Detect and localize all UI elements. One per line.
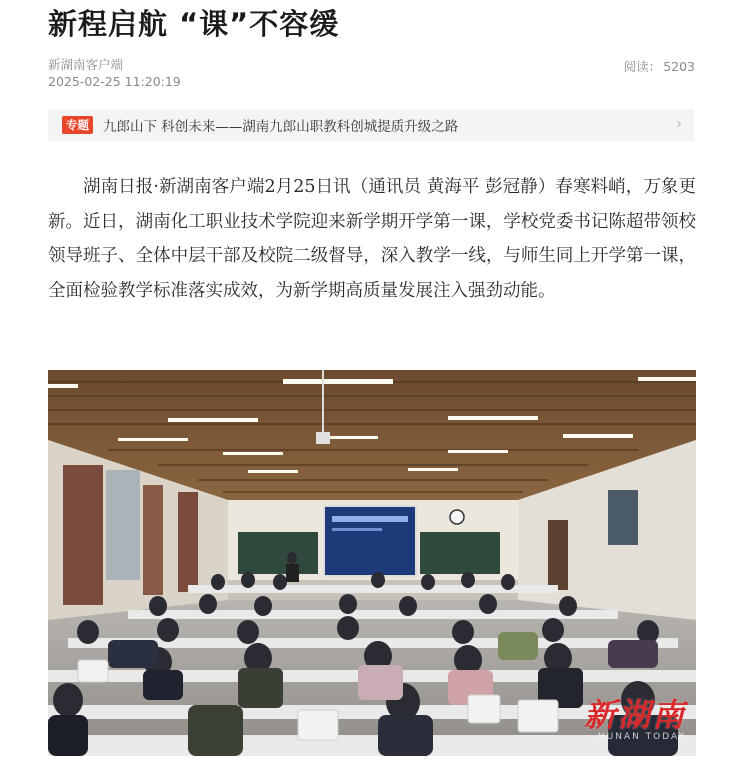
article-timestamp: 2025-02-25 11:20:19 [48,74,181,89]
topic-banner[interactable] [48,109,694,141]
chevron-right-icon: › [676,116,682,132]
read-count-label: 阅读： [623,59,662,74]
read-count-value: 5203 [663,59,695,74]
topic-tag-badge: 专题 [62,116,93,134]
watermark-logo-text: 新湖南 [583,696,686,734]
article-source[interactable]: 新湖南客户端 [48,57,124,72]
article-photo [48,370,696,756]
article-title: 新程启航 “课”不容缓 [48,7,340,41]
watermark-subtitle: HUNAN TODAY [597,732,686,742]
topic-link-text[interactable]: 九郎山下 科创未来——湖南九郎山职教科创城提质升级之路 [103,119,459,135]
article-paragraph: 湖南日报·新湖南客户端2月25日讯（通讯员 黄海平 彭冠静）春寒料峭，万象更新。近日，湖南化工职业技术学院迎来新学期开学第一课，学校党委书记陈超带领校领导班子、全体中层干部及校院二级督导，深入教学一线，与师生同上开学第一课，全面检验教学标准落实成效，为新学期高质量发展注入强劲动能。 [48,177,696,301]
news-watermark [584,690,686,742]
read-count [622,57,695,75]
